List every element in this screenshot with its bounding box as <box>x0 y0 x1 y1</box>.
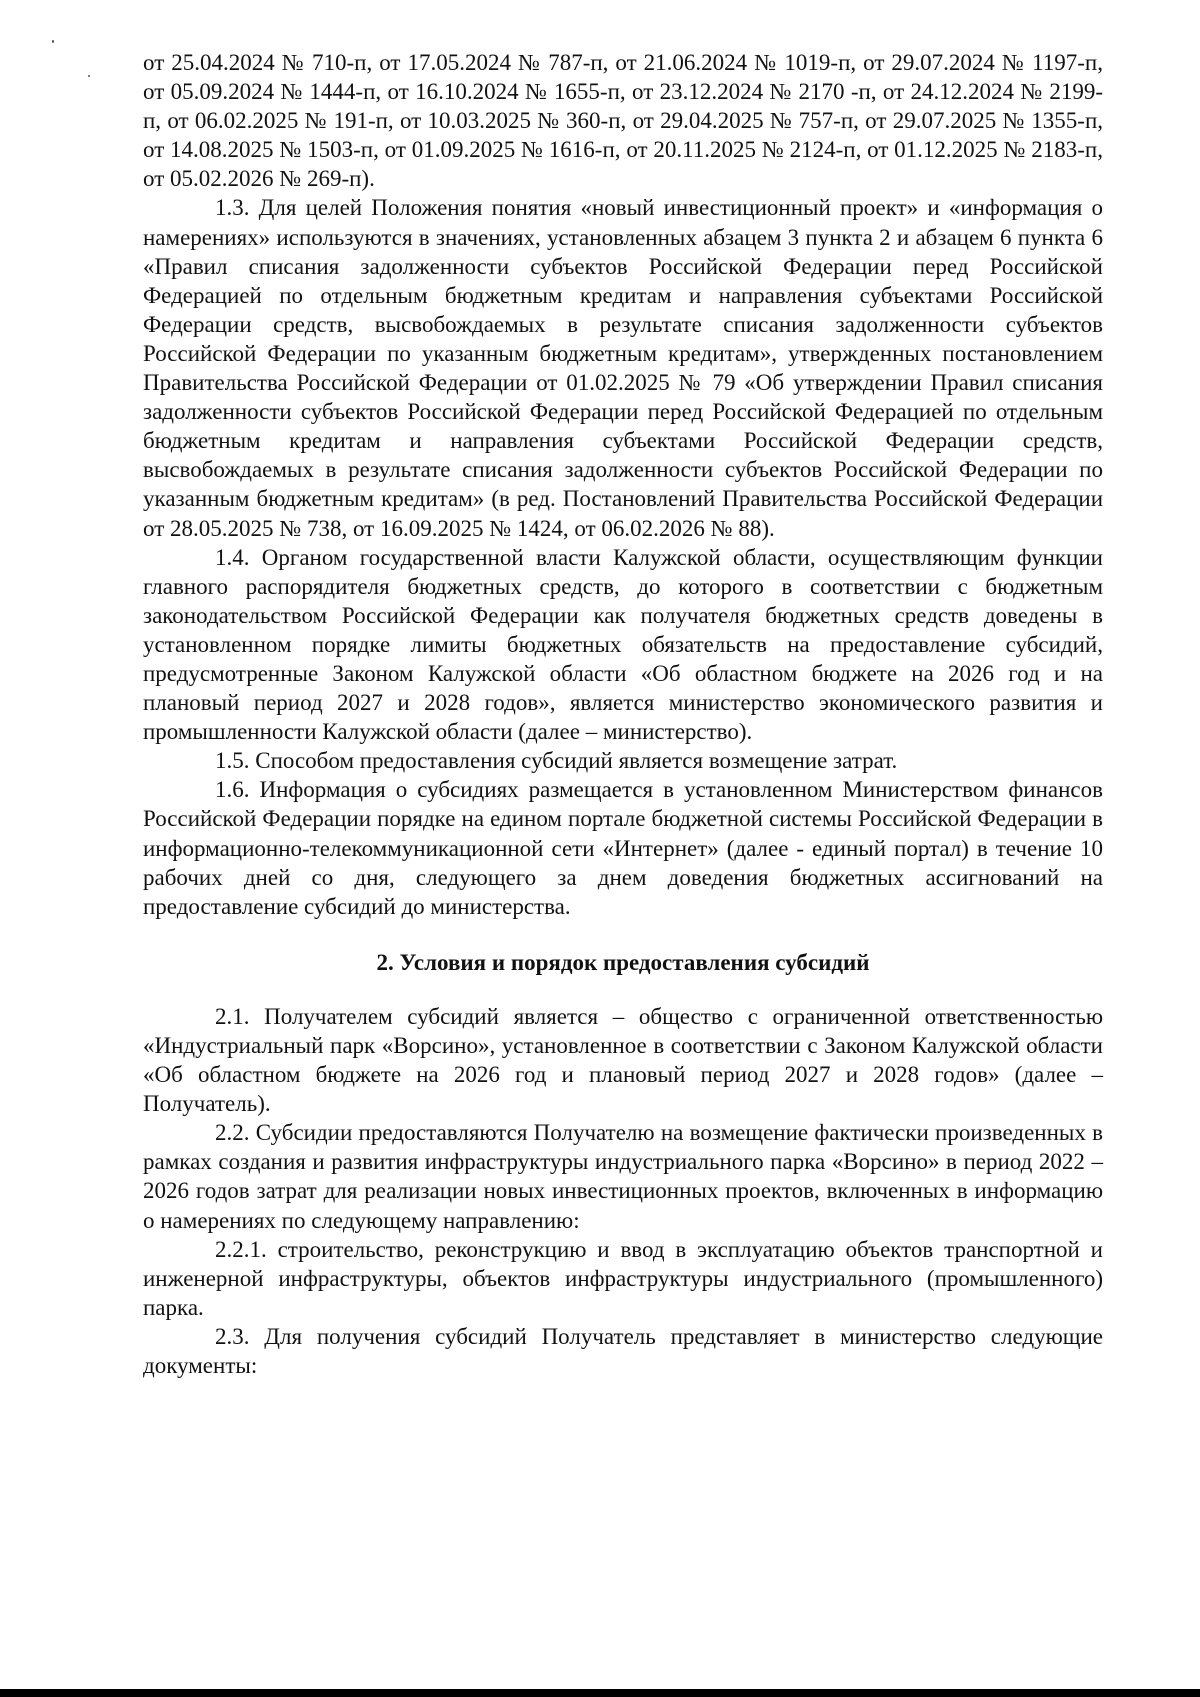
paragraph-2-2: 2.2. Субсидии предоставляются Получателю на возмещение фактически произведенных в рамках создания и развития инфраструктуры индустриального парка «Ворсино» в период 2022 – 2026 годов затрат для реализации новых инвестиционных проектов, включенных в информацию о намерениях по следующему направлению: <box>143 1120 1103 1233</box>
paragraph-2-2-1: 2.2.1. строительство, реконструкцию и ввод в эксплуатацию объектов транспортной и инженерной инфраструктуры, объектов инфраструктуры индустриального (промышленного) парка. <box>143 1236 1103 1320</box>
scan-bottom-edge <box>0 1689 1200 1697</box>
scan-speck <box>52 40 54 43</box>
intro-continuation-paragraph: от 25.04.2024 № 710-п, от 17.05.2024 № 787-п, от 21.06.2024 № 1019-п, от 29.07.2024 № 1197-п, от 05.09.2024 № 1444-п, от 16.10.2024 № 1655-п, от 23.12.2024 № 2170 -п, от 24.12.2024 № 2199-п, от 06.02.2025 № 191-п, от 10.03.2025 № 360-п, от 29.04.2025 № 757-п, от 29.07.2025 № 1355-п, от 14.08.2025 № 1503-п, от 01.09.2025 № 1616-п, от 20.11.2025 № 2124-п, от 01.12.2025 № 2183-п, от 05.02.2026 № 269-п). <box>143 50 1103 192</box>
paragraph-2-3: 2.3. Для получения субсидий Получатель представляет в министерство следующие документы: <box>143 1323 1103 1379</box>
paragraph-1-5: 1.5. Способом предоставления субсидий является возмещение затрат. <box>215 748 898 774</box>
scan-speck <box>88 75 90 77</box>
document-body <box>143 48 1103 1380</box>
paragraph-1-3: 1.3. Для целей Положения понятия «новый инвестиционный проект» и «информация о намерениях» используются в значениях, установленных абзацем 3 пункта 2 и абзацем 6 пункта 6 «Правил списания задолженности субъектов Российской Федерации перед Российской Федерацией по отдельным бюджетным кредитам и направления субъектами Российской Федерации средств, высвобождаемых в результате списания задолженности субъектов Российской Федерации по указанным бюджетным кредитам», утвержденных постановлением Правительства Российской Федерации от 01.02.2025 № 79 «Об утверждении Правил списания задолженности субъектов Российской Федерации перед Российской Федерацией по отдельным бюджетным кредитам и направления субъектами Российской Федерации средств, высвобождаемых в результате списания задолженности субъектов Российской Федерации по указанным бюджетным кредитам» (в ред. Постановлений Правительства Российской Федерации от 28.05.2025 № 738, от 16.09.2025 № 1424, от 06.02.2026 № 88). <box>143 195 1103 541</box>
section-2-heading: 2. Условия и порядок предоставления субсидий <box>376 949 870 975</box>
paragraph-1-6: 1.6. Информация о субсидиях размещается в установленном Министерством финансов Российской Федерации порядке на едином портале бюджетной системы Российской Федерации в информационно-телекоммуникационной сети «Интернет» (далее - единый портал) в течение 10 рабочих дней со дня, следующего за днем доведения бюджетных ассигнований на предоставление субсидий до министерства. <box>143 777 1103 919</box>
paragraph-1-4: 1.4. Органом государственной власти Калужской области, осуществляющим функции главного распорядителя бюджетных средств, до которого в соответствии с бюджетным законодательством Российской Федерации как получателя бюджетных средств доведены в установленном порядке лимиты бюджетных обязательств на предоставление субсидий, предусмотренные Законом Калужской области «Об областном бюджете на 2026 год и на плановый период 2027 и 2028 годов», является министерство экономического развития и промышленности Калужской области (далее – министерство). <box>143 544 1103 745</box>
paragraph-2-1: 2.1. Получателем субсидий является – общество с ограниченной ответственностью «Индустриальный парк «Ворсино», установленное в соответствии с Законом Калужской области «Об областном бюджете на 2026 год и плановый период 2027 и 2028 годов» (далее – Получатель). <box>143 1003 1103 1117</box>
